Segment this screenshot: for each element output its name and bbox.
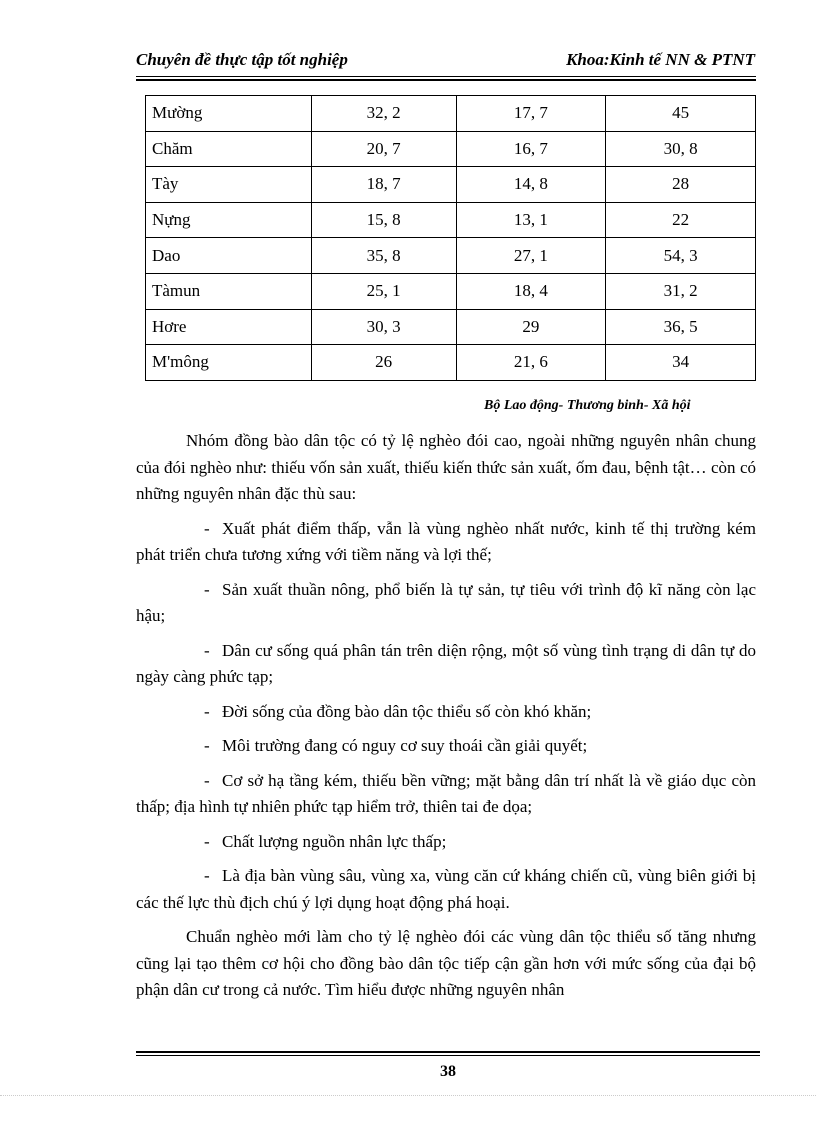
list-item-text: Xuất phát điểm thấp, vẫn là vùng nghèo nhất nước, kinh tế thị trường kém phát triển chưa tương xứng với tiềm năng và lợi thế;: [136, 518, 756, 564]
rate-cell: 18, 4: [456, 273, 606, 309]
rate-cell: 30, 8: [606, 131, 756, 167]
table-body: [146, 96, 756, 381]
rate-cell: 30, 3: [311, 309, 456, 345]
list-item: [136, 768, 756, 821]
rate-cell: 54, 3: [606, 238, 756, 274]
list-item-text: Cơ sở hạ tầng kém, thiếu bền vững; mặt bằng dân trí nhất là về giáo dục còn thấp; địa hình tự nhiên phức tạp hiểm trở, thiên tai đe dọa;: [136, 770, 756, 816]
rate-cell: 36, 5: [606, 309, 756, 345]
list-item: [136, 638, 756, 691]
rate-cell: 45: [606, 96, 756, 132]
cause-list: [136, 516, 756, 917]
rate-cell: 31, 2: [606, 273, 756, 309]
table-row: [146, 167, 756, 203]
table-source: Bộ Lao động- Thương binh- Xã hội: [484, 398, 691, 413]
list-item: [136, 516, 756, 569]
ethnic-group-cell: Dao: [146, 238, 312, 274]
rate-cell: 28: [606, 167, 756, 203]
list-item: [136, 733, 756, 760]
bullet-dash: -: [204, 518, 210, 538]
page-bottom-divider: [0, 1095, 816, 1096]
body-text: [136, 428, 756, 1004]
footer-rule: [136, 1055, 760, 1056]
list-item: [136, 829, 756, 856]
page-number: 38: [440, 1063, 456, 1080]
ethnic-group-cell: Tàmun: [146, 273, 312, 309]
bullet-dash: -: [204, 736, 210, 755]
rate-cell: 27, 1: [456, 238, 606, 274]
ethnic-group-cell: Chăm: [146, 131, 312, 167]
list-item: [136, 577, 756, 630]
ethnic-group-cell: Tày: [146, 167, 312, 203]
rate-cell: 18, 7: [311, 167, 456, 203]
ethnic-group-cell: M'mông: [146, 345, 312, 381]
rate-cell: 16, 7: [456, 131, 606, 167]
rate-cell: 32, 2: [311, 96, 456, 132]
rate-cell: 25, 1: [311, 273, 456, 309]
list-item-text: Môi trường đang có nguy cơ suy thoái cần giải quyết;: [222, 736, 588, 755]
bullet-dash: -: [204, 579, 210, 599]
rate-cell: 26: [311, 345, 456, 381]
bullet-dash: -: [204, 831, 210, 851]
table-row: [146, 96, 756, 132]
header-rule: [136, 76, 756, 77]
table-row: [146, 238, 756, 274]
bullet-dash: -: [204, 701, 210, 721]
rate-cell: 35, 8: [311, 238, 456, 274]
list-item: [136, 699, 756, 726]
list-item-text: Là địa bàn vùng sâu, vùng xa, vùng căn cứ kháng chiến cũ, vùng biên giới bị các thế lực thù địch chú ý lợi dụng hoạt động phá hoại.: [136, 866, 756, 912]
list-item: [136, 863, 756, 916]
rate-cell: 29: [456, 309, 606, 345]
list-item-text: Chất lượng nguồn nhân lực thấp;: [222, 831, 447, 851]
bullet-dash: -: [204, 640, 210, 660]
rate-cell: 17, 7: [456, 96, 606, 132]
header-faculty: Khoa:Kinh tế NN & PTNT: [566, 50, 755, 69]
rate-cell: 15, 8: [311, 202, 456, 238]
rate-cell: 34: [606, 345, 756, 381]
bullet-dash: -: [204, 770, 210, 790]
list-item-text: Dân cư sống quá phân tán trên diện rộng, một số vùng tình trạng di dân tự do ngày càng phức tạp;: [136, 640, 756, 686]
header-document-type: Chuyên đề thực tập tốt nghiệp: [136, 50, 348, 69]
page-header: [136, 50, 755, 74]
list-item-text: Đời sống của đồng bào dân tộc thiểu số còn khó khăn;: [222, 701, 592, 721]
ethnic-group-cell: Mường: [146, 96, 312, 132]
rate-cell: 13, 1: [456, 202, 606, 238]
table-row: [146, 131, 756, 167]
ethnic-group-cell: Nựng: [146, 202, 312, 238]
table-row: [146, 273, 756, 309]
closing-paragraph: Chuẩn nghèo mới làm cho tỷ lệ nghèo đói các vùng dân tộc thiểu số tăng nhưng cũng lại tạo thêm cơ hội cho đồng bào dân tộc tiếp cận gần hơn với mức sống của đại bộ phận dân cư trong cả nước. Tìm hiểu được những nguyên nhân: [136, 927, 756, 999]
ethnic-group-cell: Hơre: [146, 309, 312, 345]
intro-paragraph: Nhóm đồng bào dân tộc có tỷ lệ nghèo đói cao, ngoài những nguyên nhân chung của đói nghèo như: thiếu vốn sản xuất, thiếu kiến thức sản xuất, ốm đau, bệnh tật… còn có những nguyên nhân đặc thù sau:: [136, 431, 756, 503]
poverty-rate-table: [145, 95, 756, 381]
rate-cell: 20, 7: [311, 131, 456, 167]
list-item-text: Sản xuất thuần nông, phổ biến là tự sản, tự tiêu với trình độ kĩ năng còn lạc hậu;: [136, 579, 756, 625]
rate-cell: 14, 8: [456, 167, 606, 203]
table-row: [146, 202, 756, 238]
table-row: [146, 345, 756, 381]
rate-cell: 21, 6: [456, 345, 606, 381]
rate-cell: 22: [606, 202, 756, 238]
header-rule-thick: [136, 79, 756, 81]
table-row: [146, 309, 756, 345]
footer-rule-thick: [136, 1051, 760, 1053]
bullet-dash: -: [204, 866, 210, 885]
